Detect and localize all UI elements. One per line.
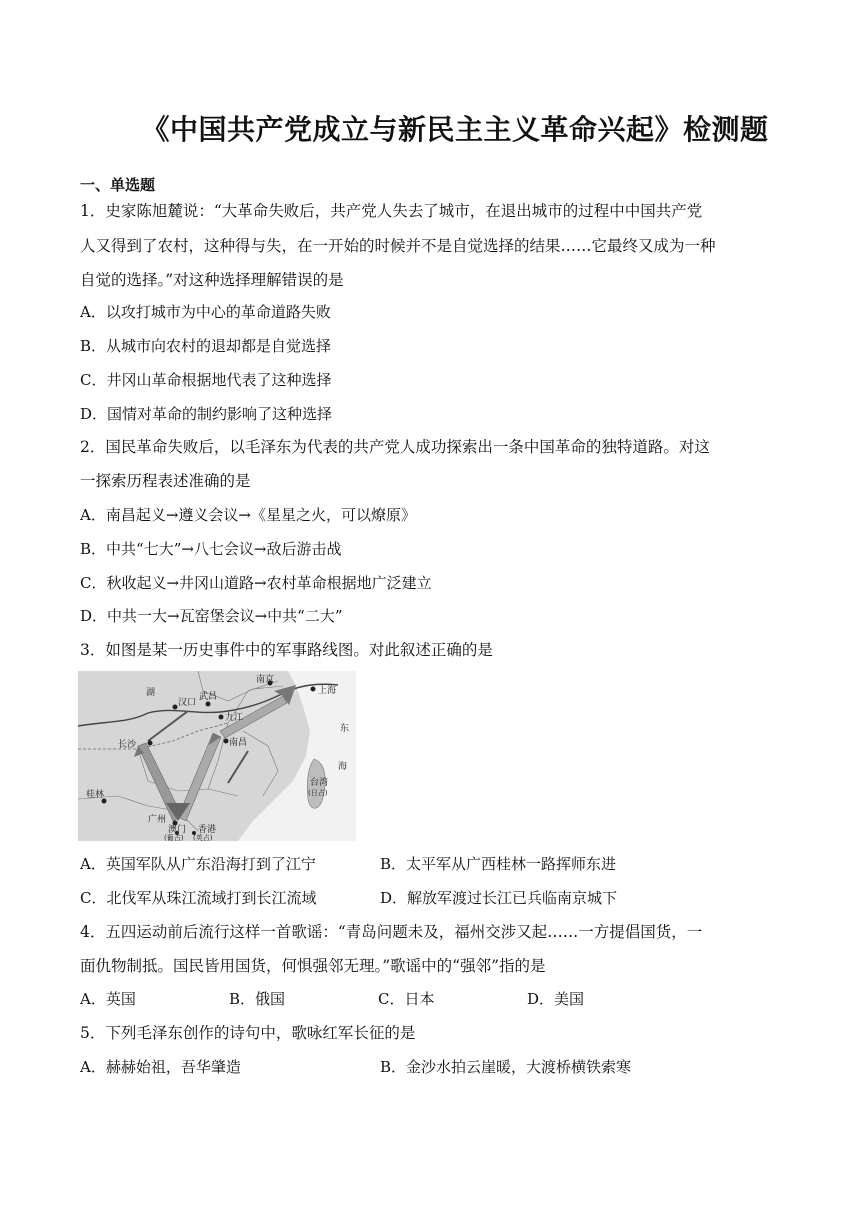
q1-option-c[interactable]: C．井冈山革命根据地代表了这种选择 — [80, 371, 332, 389]
q5-option-b[interactable]: B．金沙水拍云崖暖，大渡桥横铁索寒 — [380, 1058, 632, 1076]
q1-option-b[interactable]: B．从城市向农村的退却都是自觉选择 — [80, 337, 332, 355]
q1-line-1: 1．史家陈旭麓说：“大革命失败后，共产党人失去了城市，在退出城市的过程中中国共产党 — [80, 202, 703, 220]
q2-option-b[interactable]: B．中共“七大”→八七会议→敌后游击战 — [80, 540, 342, 558]
q2-option-c[interactable]: C．秋收起义→井冈山道路→农村革命根据地广泛建立 — [80, 574, 432, 592]
q3-option-d[interactable]: D．解放军渡过长江已兵临南京城下 — [380, 889, 618, 907]
map-label-guilin: 桂林 — [86, 790, 105, 800]
q2-line-2: 一探索历程表述准确的是 — [80, 472, 251, 490]
map-label-nanjing: 南京 — [256, 675, 275, 685]
map-label-taiwan: 台湾 — [310, 778, 329, 788]
map-label-hu: 湖 — [146, 688, 156, 698]
map-label-dong: 东 — [340, 724, 350, 734]
map-label-shanghai: 上海 — [318, 686, 337, 696]
q3-option-b[interactable]: B．太平军从广西桂林一路挥师东进 — [380, 855, 617, 873]
map-label-hai: 海 — [338, 762, 348, 772]
map-label-jiujiang: 九江 — [225, 713, 244, 723]
map-label-guangzhou: 广州 — [148, 815, 167, 825]
map-label-nanchang: 南昌 — [229, 738, 248, 748]
map-label-macao: 澳门 — [168, 825, 187, 835]
map-label-wuchang: 武昌 — [199, 692, 218, 702]
q1-line-3: 自觉的选择。”对这种选择理解错误的是 — [80, 271, 344, 289]
q4-option-a[interactable]: A．英国 — [80, 990, 136, 1008]
q4-option-b[interactable]: B．俄国 — [229, 990, 286, 1008]
q3-line-1: 3．如图是某一历史事件中的军事路线图。对此叙述正确的是 — [80, 641, 493, 659]
military-route-map — [78, 671, 356, 841]
section-heading: 一、单选题 — [80, 176, 156, 194]
q3-option-a[interactable]: A．英国军队从广东沿海打到了江宁 — [80, 855, 316, 873]
q4-option-d[interactable]: D．美国 — [527, 990, 585, 1008]
map-label-changsha: 长沙 — [118, 740, 137, 750]
document-title: 《中国共产党成立与新民主主义革命兴起》检测题 — [141, 113, 769, 146]
q1-option-d[interactable]: D．国情对革命的制约影响了这种选择 — [80, 405, 333, 423]
map-label-hankou: 汉口 — [178, 698, 197, 708]
q2-line-1: 2．国民革命失败后，以毛泽东为代表的共产党人成功探索出一条中国革命的独特道路。对这 — [80, 438, 710, 456]
q5-option-a[interactable]: A．赫赫始祖，吾华肇造 — [80, 1058, 241, 1076]
q1-option-a[interactable]: A．以攻打城市为中心的革命道路失败 — [80, 303, 331, 321]
q4-option-c[interactable]: C．日本 — [378, 990, 435, 1008]
q4-line-2: 面仇物制抵。国民皆用国货，何惧强邻无理。”歌谣中的“强邻”指的是 — [80, 957, 546, 975]
q4-line-1: 4．五四运动前后流行这样一首歌谣：“青岛问题未及，福州交涉又起……一方提倡国货，一 — [80, 923, 703, 941]
q3-option-c[interactable]: C．北伐军从珠江流域打到长江流域 — [80, 889, 317, 907]
q5-line-1: 5．下列毛泽东创作的诗句中，歌咏红军长征的是 — [80, 1024, 416, 1042]
q1-line-2: 人又得到了农村，这种得与失，在一开始的时候并不是自觉选择的结果……它最终又成为一种 — [80, 237, 716, 255]
map-label-hongkong: 香港 — [198, 825, 217, 835]
map-label-japanese: (日占) — [308, 789, 328, 797]
map-label-portuguese: (葡占) — [164, 834, 184, 841]
map-label-british: (英占) — [193, 834, 213, 841]
q2-option-d[interactable]: D．中共一大→瓦窑堡会议→中共“二大” — [80, 607, 343, 625]
q2-option-a[interactable]: A．南昌起义→遵义会议→《星星之火，可以燎原》 — [80, 506, 416, 524]
